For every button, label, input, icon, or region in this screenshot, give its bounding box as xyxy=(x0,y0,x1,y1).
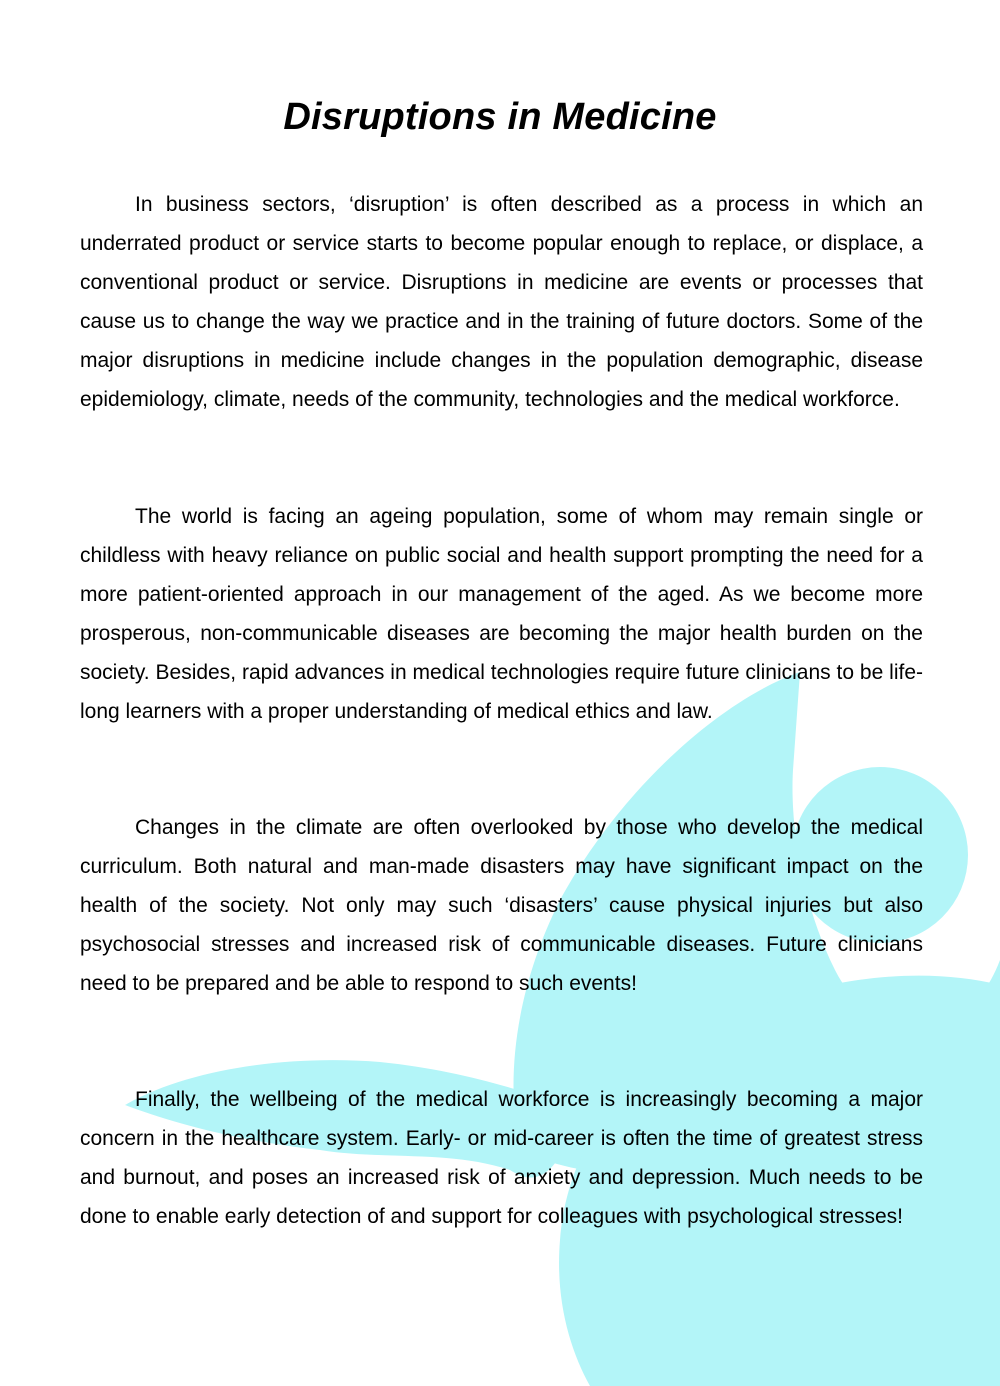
page-title: Disruptions in Medicine xyxy=(283,96,717,138)
paragraph-workforce: Finally, the wellbeing of the medical workforce is increasingly becoming a major concern in the healthcare system. Early- or mid-career is often the time of greatest stress and burnout, and poses an increased risk of anxiety and depression. Much needs to be done to enable early detection of and support for colleagues with psychological stresses! xyxy=(80,1088,923,1228)
paragraph-introduction: In business sectors, ‘disruption’ is often described as a process in which an underrated product or service starts to become popular enough to replace, or displace, a conventional product or service. Disruptions in medicine are events or processes that cause us to change the way we practice and in the training of future doctors. Some of the major disruptions in medicine include changes in the population demographic, disease epidemiology, climate, needs of the community, technologies and the medical workforce. xyxy=(80,193,923,411)
paragraph-climate: Changes in the climate are often overlooked by those who develop the medical curriculum. Both natural and man-made disasters may have significant impact on the health of the society. Not only may such ‘disasters’ cause physical injuries but also psychosocial stresses and increased risk of communicable diseases. Future clinicians need to be prepared and be able to respond to such events! xyxy=(80,816,923,995)
paragraph-ageing-population: The world is facing an ageing population, some of whom may remain single or childless with heavy reliance on public social and health support prompting the need for a more patient-oriented approach in our management of the aged. As we become more prosperous, non-communicable diseases are becoming the major health burden on the society. Besides, rapid advances in medical technologies require future clinicians to be life-long learners with a proper understanding of medical ethics and law. xyxy=(80,505,923,723)
